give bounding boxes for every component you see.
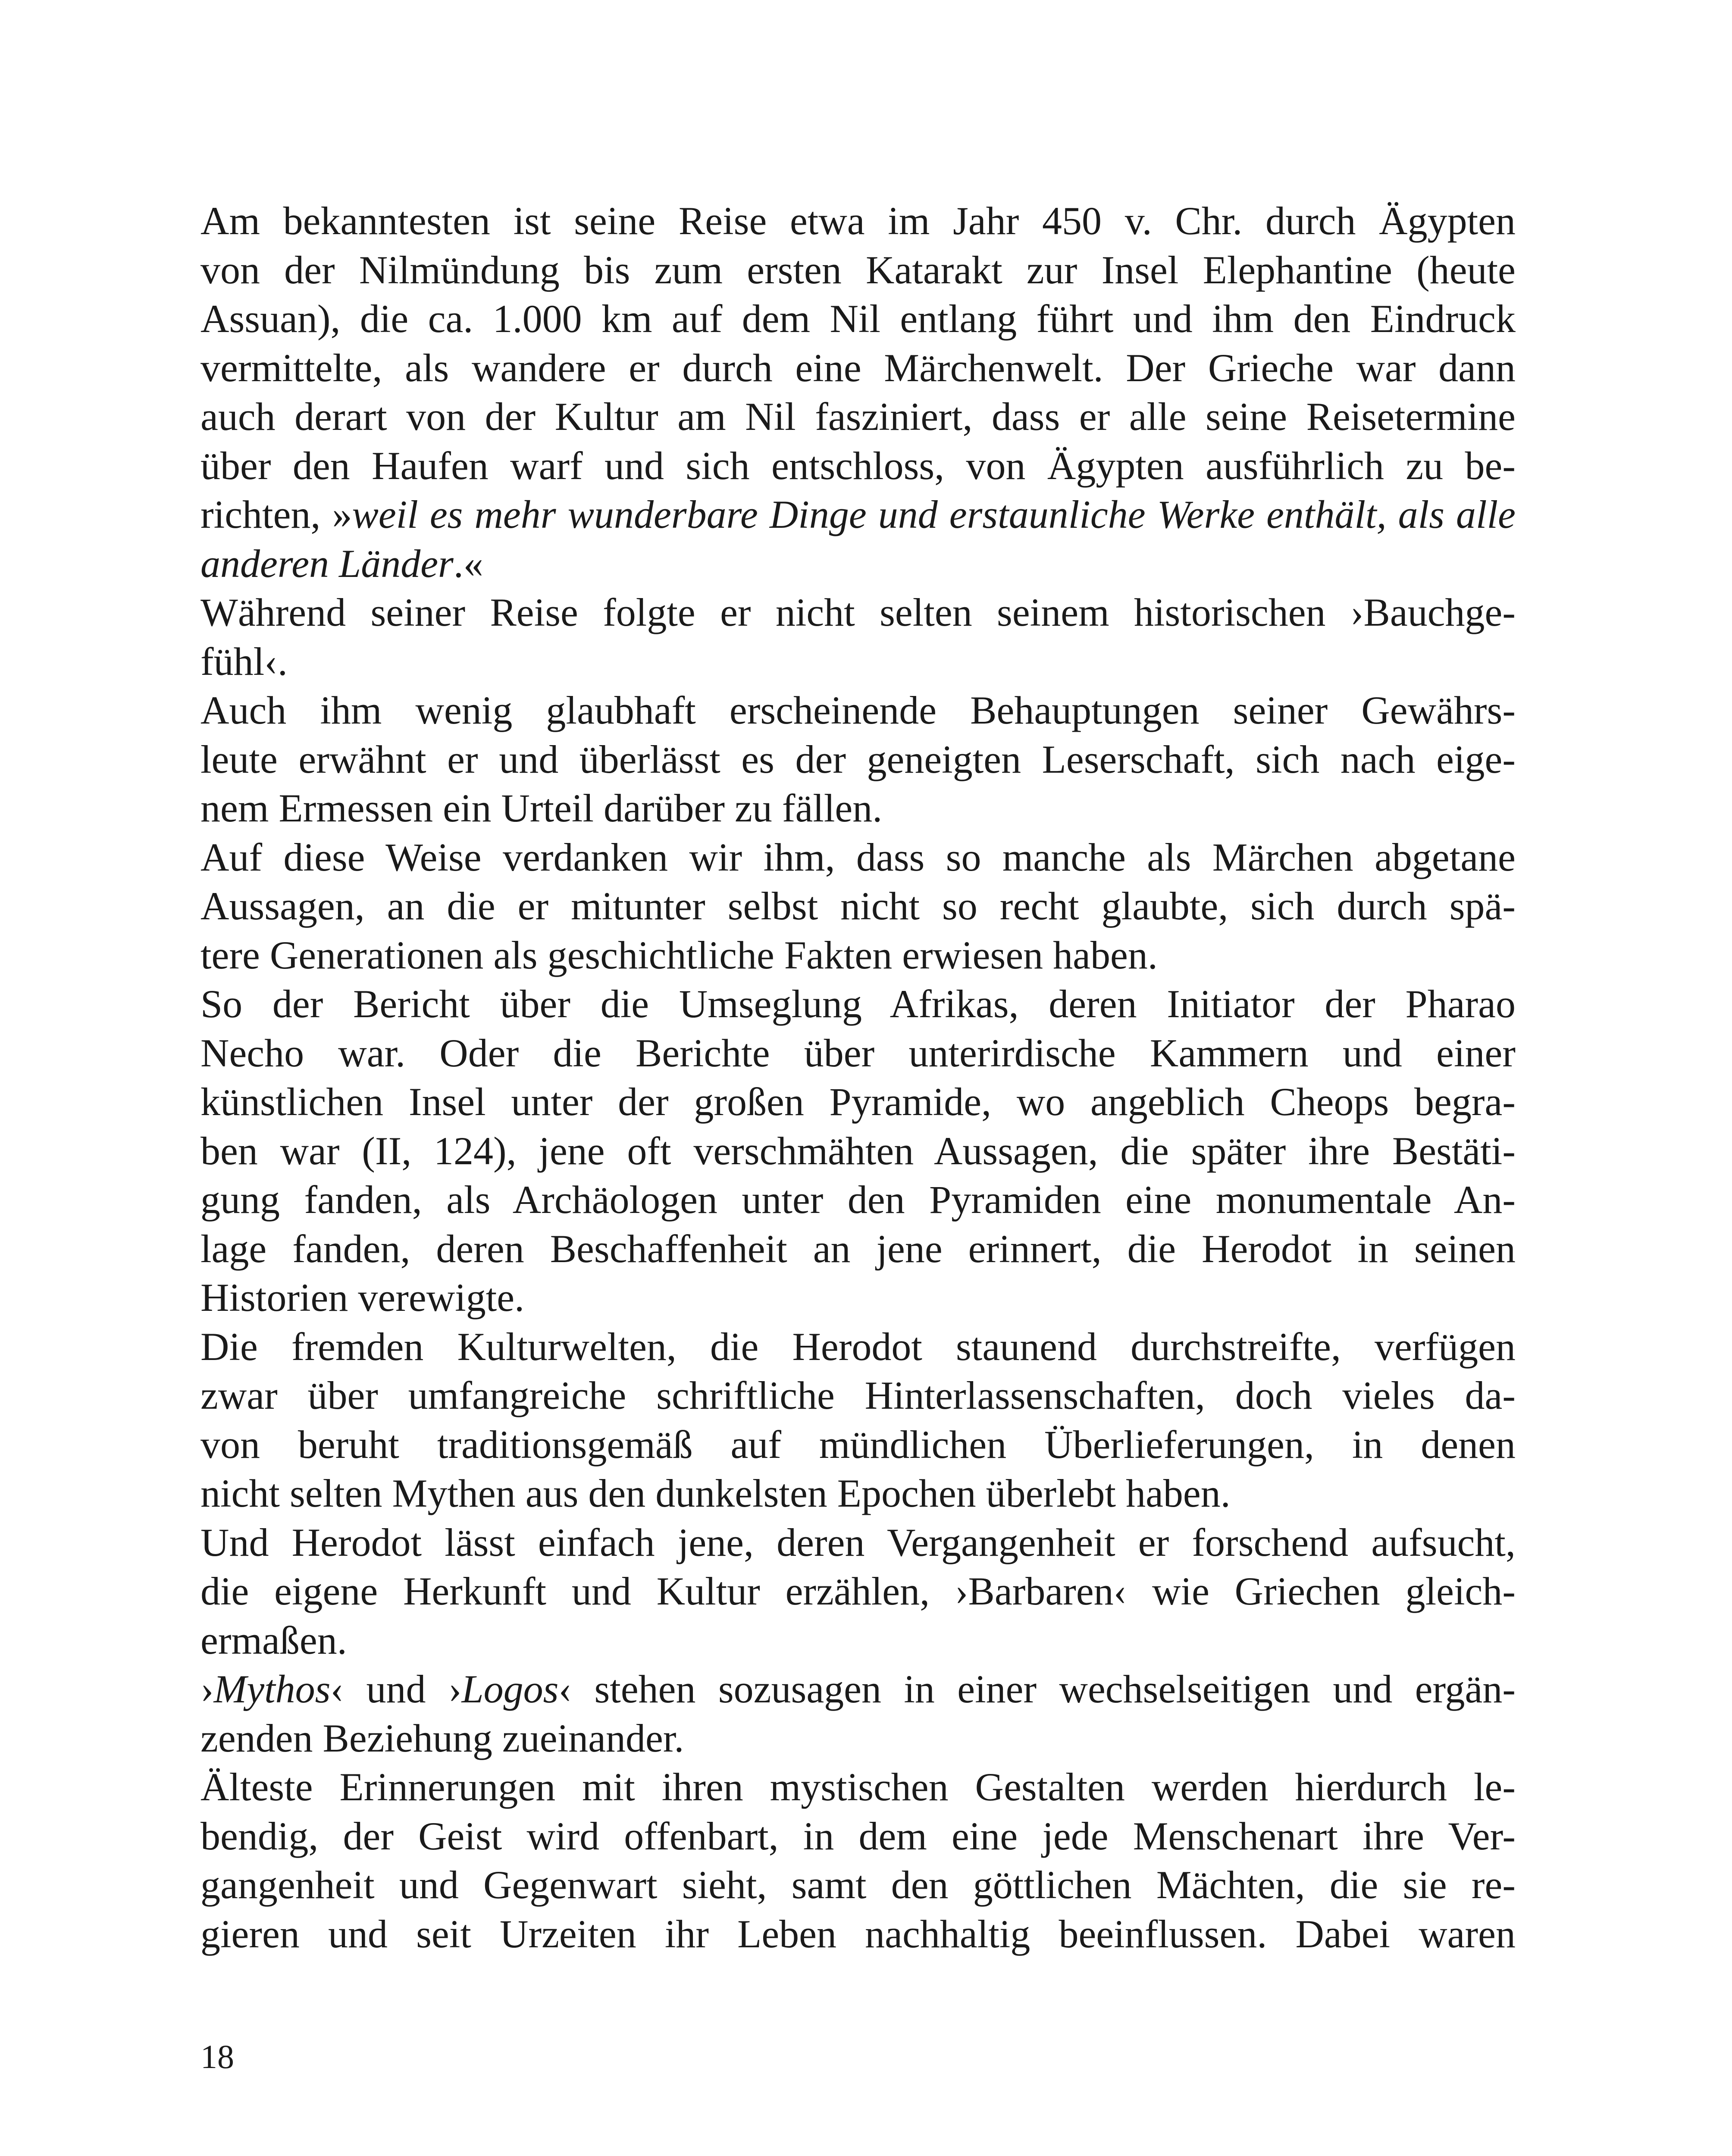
text-line xyxy=(200,1616,1516,1665)
line-text: vermittelte, als wandere er durch eine Märchenwelt. Der Grieche war dann xyxy=(200,345,1516,390)
line-text: lage fanden, deren Beschaffenheit an jene erinnert, die Herodot in seinen xyxy=(200,1226,1516,1271)
line-text: leute erwähnt er und überlässt es der geneigten Leserschaft, sich nach eige- xyxy=(200,737,1516,781)
text-line xyxy=(200,1469,1516,1518)
text-line xyxy=(200,833,1516,882)
line-text: Auch ihm wenig glaubhaft erscheinende Behauptungen seiner Gewährs- xyxy=(200,688,1516,732)
line-text: nicht selten Mythen aus den dunkelsten Epochen überlebt haben. xyxy=(200,1471,1231,1515)
text-line xyxy=(200,442,1516,491)
line-text: gangenheit und Gegenwart sieht, samt den göttlichen Mächten, die sie re- xyxy=(200,1863,1516,1907)
text-line xyxy=(200,931,1516,980)
line-text: ‹ und › xyxy=(330,1667,462,1711)
text-line xyxy=(200,295,1516,344)
body-text xyxy=(200,197,1516,1959)
line-text: .« xyxy=(453,541,483,586)
line-text: ‹ stehen sozusagen in einer wechselseitigen und ergän- xyxy=(558,1667,1516,1711)
line-text: tere Generationen als geschichtliche Fakten erwiesen haben. xyxy=(200,933,1158,977)
line-text: Während seiner Reise folgte er nicht selten seinem historischen ›Bauchge- xyxy=(200,590,1516,634)
text-line xyxy=(200,1127,1516,1176)
text-line xyxy=(200,735,1516,784)
line-text: über den Haufen warf und sich entschloss, von Ägypten ausführlich zu be- xyxy=(200,443,1516,488)
italic-text: Logos xyxy=(461,1667,559,1711)
quote-italic: anderen Länder xyxy=(200,541,454,586)
page-number: 18 xyxy=(200,2038,234,2075)
text-line xyxy=(200,637,1516,686)
line-text: Auf diese Weise verdanken wir ihm, dass so manche als Märchen abgetane xyxy=(200,835,1516,879)
text-line xyxy=(200,1567,1516,1616)
line-text: nem Ermessen ein Urteil darüber zu fällen. xyxy=(200,786,883,830)
text-line xyxy=(200,197,1516,246)
text-line xyxy=(200,1322,1516,1372)
text-line xyxy=(200,1910,1516,1959)
line-text: Aussagen, an die er mitunter selbst nicht so recht glaubte, sich durch spä- xyxy=(200,884,1516,928)
text-line xyxy=(200,1175,1516,1225)
text-line xyxy=(200,1225,1516,1274)
text-line xyxy=(200,1371,1516,1420)
line-text: zwar über umfangreiche schriftliche Hinterlassenschaften, doch vieles da- xyxy=(200,1373,1516,1417)
line-text: von der Nilmündung bis zum ersten Katarakt zur Insel Elephantine (heute xyxy=(200,248,1516,292)
text-line xyxy=(200,1029,1516,1078)
line-text: Historien verewigte. xyxy=(200,1275,525,1319)
text-line xyxy=(200,1763,1516,1812)
line-text: ermaßen. xyxy=(200,1618,347,1662)
text-line xyxy=(200,1273,1516,1322)
line-text: zenden Beziehung zueinander. xyxy=(200,1716,684,1760)
line-text: ben war (II, 124), jene oft verschmähten Aussagen, die später ihre Bestäti- xyxy=(200,1128,1516,1173)
line-text: Necho war. Oder die Berichte über unterirdische Kammern und einer xyxy=(200,1031,1516,1075)
line-text: künstlichen Insel unter der großen Pyramide, wo angeblich Cheops begra- xyxy=(200,1080,1516,1124)
text-line xyxy=(200,588,1516,637)
line-text: die eigene Herkunft und Kultur erzählen, ›Barbaren‹ wie Griechen gleich- xyxy=(200,1569,1516,1613)
text-line xyxy=(200,539,1516,589)
line-text: fühl‹. xyxy=(200,639,288,683)
text-line xyxy=(200,392,1516,442)
quote-italic: weil es mehr wunderbare Dinge und erstaunliche Werke enthält, als alle xyxy=(352,492,1516,536)
text-line xyxy=(200,1078,1516,1127)
line-text: Am bekanntesten ist seine Reise etwa im Jahr 450 v. Chr. durch Ägypten xyxy=(200,199,1516,243)
text-line xyxy=(200,686,1516,735)
text-line xyxy=(200,980,1516,1029)
line-text: richten, » xyxy=(200,492,352,536)
text-line xyxy=(200,1665,1516,1714)
line-text: bendig, der Geist wird offenbart, in dem eine jede Menschenart ihre Ver- xyxy=(200,1814,1516,1858)
text-line xyxy=(200,1861,1516,1910)
text-line xyxy=(200,784,1516,833)
line-text: So der Bericht über die Umseglung Afrikas, deren Initiator der Pharao xyxy=(200,982,1516,1026)
line-text: gung fanden, als Archäologen unter den Pyramiden eine monumentale An- xyxy=(200,1178,1516,1222)
text-line xyxy=(200,490,1516,539)
text-line xyxy=(200,344,1516,393)
line-text: Assuan), die ca. 1.000 km auf dem Nil entlang führt und ihm den Eindruck xyxy=(200,297,1516,341)
line-text: auch derart von der Kultur am Nil fasziniert, dass er alle seine Reisetermine xyxy=(200,395,1516,439)
line-text: Älteste Erinnerungen mit ihren mystischen Gestalten werden hierdurch le- xyxy=(200,1765,1516,1809)
italic-text: Mythos xyxy=(213,1667,331,1711)
line-text: gieren und seit Urzeiten ihr Leben nachhaltig beeinflussen. Dabei waren xyxy=(200,1912,1516,1956)
line-text: Und Herodot lässt einfach jene, deren Vergangenheit er forschend aufsucht, xyxy=(200,1520,1516,1564)
line-text: › xyxy=(200,1667,214,1711)
text-line xyxy=(200,1518,1516,1567)
text-line xyxy=(200,882,1516,931)
text-line xyxy=(200,1420,1516,1470)
text-line xyxy=(200,1714,1516,1763)
text-line xyxy=(200,246,1516,295)
text-line xyxy=(200,1812,1516,1861)
line-text: von beruht traditionsgemäß auf mündlichen Überlieferungen, in denen xyxy=(200,1422,1516,1467)
line-text: Die fremden Kulturwelten, die Herodot staunend durchstreifte, verfügen xyxy=(200,1324,1516,1369)
